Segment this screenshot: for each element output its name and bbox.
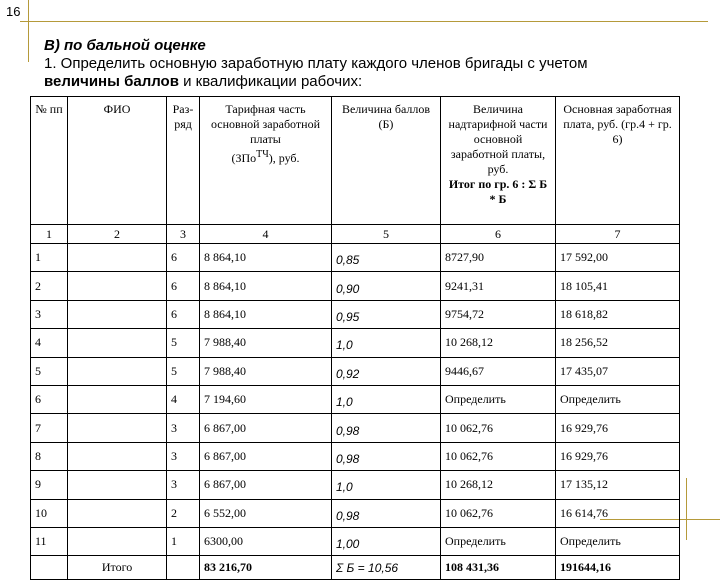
decor-horizontal-rule — [20, 21, 708, 22]
cell-extra: 9446,67 — [441, 357, 556, 385]
cell-tariff: 8 864,10 — [200, 272, 332, 300]
cell-n: 10 — [31, 499, 68, 527]
task-end: и квалификации рабочих: — [183, 73, 363, 90]
cell-rank: 2 — [167, 499, 200, 527]
column-number: 3 — [167, 225, 200, 244]
total-row — [31, 556, 680, 580]
cell-rank: 5 — [167, 357, 200, 385]
cell-n: 8 — [31, 442, 68, 470]
cell-tariff: 8 864,10 — [200, 300, 332, 328]
cell-tariff: 6 552,00 — [200, 499, 332, 527]
header-row — [31, 97, 680, 225]
cell-tariff: 6 867,00 — [200, 471, 332, 499]
header-cell: Раз-ряд — [167, 97, 200, 225]
slide-number: 16 — [6, 4, 21, 19]
column-number: 7 — [556, 225, 680, 244]
table-row — [31, 244, 680, 272]
cell-total: 18 105,41 — [556, 272, 680, 300]
cell-fio — [68, 527, 167, 555]
cell-n: 2 — [31, 272, 68, 300]
cell-rank: 6 — [167, 272, 200, 300]
cell-rank: 1 — [167, 527, 200, 555]
cell-fio — [68, 357, 167, 385]
cell-points: 0,98 — [332, 414, 441, 442]
cell-points: 0,90 — [332, 272, 441, 300]
column-number: 4 — [200, 225, 332, 244]
cell-points: 1,0 — [332, 385, 441, 413]
cell-extra: 10 268,12 — [441, 471, 556, 499]
cell-extra: 8727,90 — [441, 244, 556, 272]
cell-rank: 3 — [167, 442, 200, 470]
cell-rank: 6 — [167, 244, 200, 272]
cell-fio — [68, 385, 167, 413]
header-cell: Величина баллов (Б) — [332, 97, 441, 225]
column-number: 2 — [68, 225, 167, 244]
cell-points: 1,00 — [332, 527, 441, 555]
table-row — [31, 357, 680, 385]
cell-tariff: 7 988,40 — [200, 329, 332, 357]
total-label: Итого — [68, 556, 167, 580]
table-row — [31, 272, 680, 300]
cell-points: 1,0 — [332, 471, 441, 499]
cell-fio — [68, 442, 167, 470]
table-row — [31, 527, 680, 555]
cell-total: 18 618,82 — [556, 300, 680, 328]
cell-total: 17 592,00 — [556, 244, 680, 272]
cell-tariff: 7 194,60 — [200, 385, 332, 413]
cell-n: 7 — [31, 414, 68, 442]
header-itog: Итог по гр. 6 : Σ Б * Б — [448, 177, 548, 206]
total-empty — [167, 556, 200, 580]
total-points: Σ Б = 10,56 — [332, 556, 441, 580]
header-formula-sup: ТЧ — [256, 149, 269, 160]
total-extra: 108 431,36 — [441, 556, 556, 580]
total-tariff: 83 216,70 — [200, 556, 332, 580]
table-row — [31, 471, 680, 499]
cell-n: 3 — [31, 300, 68, 328]
decor-vertical-rule — [28, 0, 29, 62]
column-number: 1 — [31, 225, 68, 244]
cell-n: 9 — [31, 471, 68, 499]
header-text: Величина надтарифной части основной заработной платы, руб. — [448, 102, 548, 176]
cell-points: 0,98 — [332, 499, 441, 527]
salary-table — [30, 96, 680, 580]
cell-n: 1 — [31, 244, 68, 272]
cell-extra: 9241,31 — [441, 272, 556, 300]
cell-total: 17 135,12 — [556, 471, 680, 499]
cell-fio — [68, 329, 167, 357]
cell-fio — [68, 244, 167, 272]
cell-extra: 10 062,76 — [441, 442, 556, 470]
cell-points: 1,0 — [332, 329, 441, 357]
cell-total: 16 614,76 — [556, 499, 680, 527]
cell-n: 4 — [31, 329, 68, 357]
header-cell: № пп — [31, 97, 68, 225]
cell-total: 16 929,76 — [556, 414, 680, 442]
header-cell: ФИО — [68, 97, 167, 225]
cell-points: 0,85 — [332, 244, 441, 272]
header-cell: Основная заработная плата, руб. (гр.4 + гр. 6) — [556, 97, 680, 225]
task-bold: величины баллов — [44, 73, 179, 90]
column-number: 6 — [441, 225, 556, 244]
cell-total: 18 256,52 — [556, 329, 680, 357]
total-salary: 191644,16 — [556, 556, 680, 580]
cell-extra: 10 062,76 — [441, 414, 556, 442]
cell-tariff: 7 988,40 — [200, 357, 332, 385]
cell-points: 0,92 — [332, 357, 441, 385]
cell-fio — [68, 414, 167, 442]
cell-rank: 5 — [167, 329, 200, 357]
cell-n: 11 — [31, 527, 68, 555]
decor-vertical-rule-bottom — [686, 478, 687, 540]
cell-total: 16 929,76 — [556, 442, 680, 470]
table-row — [31, 300, 680, 328]
cell-extra: Определить — [441, 385, 556, 413]
task-start: 1. Определить основную заработную плату каждого членов бригады с учетом — [44, 55, 588, 72]
header-cell — [441, 97, 556, 225]
cell-rank: 6 — [167, 300, 200, 328]
cell-tariff: 6 867,00 — [200, 414, 332, 442]
column-number: 5 — [332, 225, 441, 244]
total-empty — [31, 556, 68, 580]
heading — [44, 37, 704, 91]
cell-rank: 3 — [167, 471, 200, 499]
cell-points: 0,98 — [332, 442, 441, 470]
cell-total: Определить — [556, 527, 680, 555]
header-formula: (ЗПо — [231, 151, 257, 165]
table-row — [31, 329, 680, 357]
header-cell — [200, 97, 332, 225]
cell-n: 6 — [31, 385, 68, 413]
cell-rank: 4 — [167, 385, 200, 413]
header-formula-tail: ), руб. — [268, 151, 300, 165]
column-number-row — [31, 225, 680, 244]
cell-points: 0,95 — [332, 300, 441, 328]
task-text — [44, 55, 704, 91]
cell-tariff: 6300,00 — [200, 527, 332, 555]
cell-extra: 9754,72 — [441, 300, 556, 328]
header-text: Тарифная часть основной заработной платы — [211, 102, 320, 146]
cell-total: Определить — [556, 385, 680, 413]
cell-fio — [68, 300, 167, 328]
table-row — [31, 414, 680, 442]
cell-extra: 10 062,76 — [441, 499, 556, 527]
cell-fio — [68, 499, 167, 527]
table-row — [31, 499, 680, 527]
table-row — [31, 442, 680, 470]
cell-fio — [68, 471, 167, 499]
table-row — [31, 385, 680, 413]
cell-extra: 10 268,12 — [441, 329, 556, 357]
cell-n: 5 — [31, 357, 68, 385]
cell-tariff: 6 867,00 — [200, 442, 332, 470]
cell-tariff: 8 864,10 — [200, 244, 332, 272]
section-title: В) по бальной оценке — [44, 37, 206, 54]
cell-rank: 3 — [167, 414, 200, 442]
cell-total: 17 435,07 — [556, 357, 680, 385]
cell-fio — [68, 272, 167, 300]
cell-extra: Определить — [441, 527, 556, 555]
